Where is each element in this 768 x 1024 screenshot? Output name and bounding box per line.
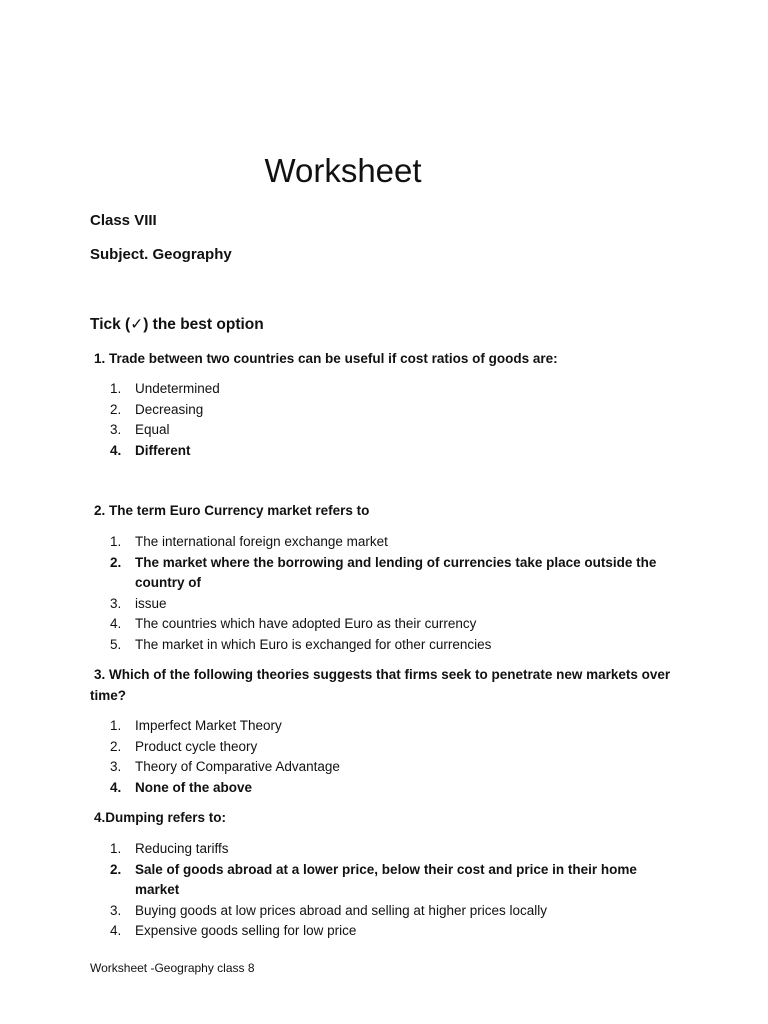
- option-text: Decreasing: [135, 401, 204, 417]
- option-item: [110, 757, 680, 778]
- option-item: [110, 635, 680, 656]
- question-2-options: [110, 532, 680, 655]
- class-label: Class VIII: [90, 212, 157, 229]
- question-4-options: [110, 839, 680, 942]
- option-text: Theory of Comparative Advantage: [135, 759, 340, 774]
- option-text: None of the above: [135, 779, 253, 795]
- option-number: 4.: [110, 442, 122, 458]
- option-text: The market in which Euro is exchanged for other currencies: [135, 636, 492, 652]
- option-item-answer: [110, 860, 680, 901]
- option-text: Sale of goods abroad at a lower price, below their cost and price in their home market: [135, 861, 637, 897]
- option-text: Different: [135, 442, 191, 458]
- question-3-options: [110, 716, 680, 798]
- option-item-answer: [110, 553, 680, 594]
- option-number: 1.: [110, 534, 122, 549]
- option-text: Imperfect Market Theory: [135, 718, 282, 733]
- option-item: [110, 737, 680, 758]
- option-number: 1.: [110, 381, 122, 396]
- option-number: 3.: [110, 595, 122, 611]
- page-footer: Worksheet -Geography class 8: [90, 961, 255, 975]
- question-2-text: 2. The term Euro Currency market refers to: [94, 503, 370, 518]
- option-number: 1.: [110, 841, 122, 856]
- question-1-text: 1. Trade between two countries can be useful if cost ratios of goods are:: [94, 351, 558, 366]
- option-item: [110, 839, 680, 860]
- page-title: Worksheet: [264, 152, 422, 189]
- option-item: [110, 532, 680, 553]
- option-text: Product cycle theory: [135, 738, 258, 754]
- question-4-text: 4.Dumping refers to:: [94, 810, 227, 825]
- option-number: 3.: [110, 422, 122, 437]
- option-item: [110, 594, 680, 615]
- option-item-answer: [110, 778, 680, 799]
- option-text: Reducing tariffs: [135, 841, 229, 856]
- option-item: [110, 420, 680, 441]
- subject-label: Subject. Geography: [90, 246, 232, 263]
- option-text: Expensive goods selling for low price: [135, 923, 357, 938]
- option-item: [110, 400, 680, 421]
- option-item: [110, 379, 680, 400]
- option-item-answer: [110, 441, 680, 462]
- option-item: [110, 901, 680, 922]
- option-number: 2.: [110, 861, 122, 877]
- option-text: The countries which have adopted Euro as their currency: [135, 616, 477, 631]
- option-item: [110, 716, 680, 737]
- option-number: 5.: [110, 636, 122, 652]
- option-item: [110, 921, 680, 942]
- option-number: 3.: [110, 902, 122, 918]
- question-1-options: [110, 379, 680, 461]
- option-text: Undetermined: [135, 381, 220, 396]
- option-number: 2.: [110, 554, 122, 570]
- option-number: 4.: [110, 923, 122, 938]
- option-item: [110, 614, 680, 635]
- option-number: 4.: [110, 616, 122, 631]
- option-number: 4.: [110, 779, 122, 795]
- option-text: The market where the borrowing and lending of currencies take place outside the country of: [135, 554, 657, 590]
- option-number: 2.: [110, 401, 122, 417]
- option-number: 2.: [110, 738, 122, 754]
- instruction-heading: Tick (✓) the best option: [90, 316, 264, 333]
- question-3-text: 3. Which of the following theories suggests that firms seek to penetrate new markets over time?: [90, 667, 671, 703]
- option-text: Buying goods at low prices abroad and selling at higher prices locally: [135, 902, 547, 918]
- option-text: issue: [135, 595, 167, 611]
- option-number: 3.: [110, 759, 122, 774]
- option-text: The international foreign exchange market: [135, 534, 388, 549]
- option-text: Equal: [135, 422, 170, 437]
- option-number: 1.: [110, 718, 122, 733]
